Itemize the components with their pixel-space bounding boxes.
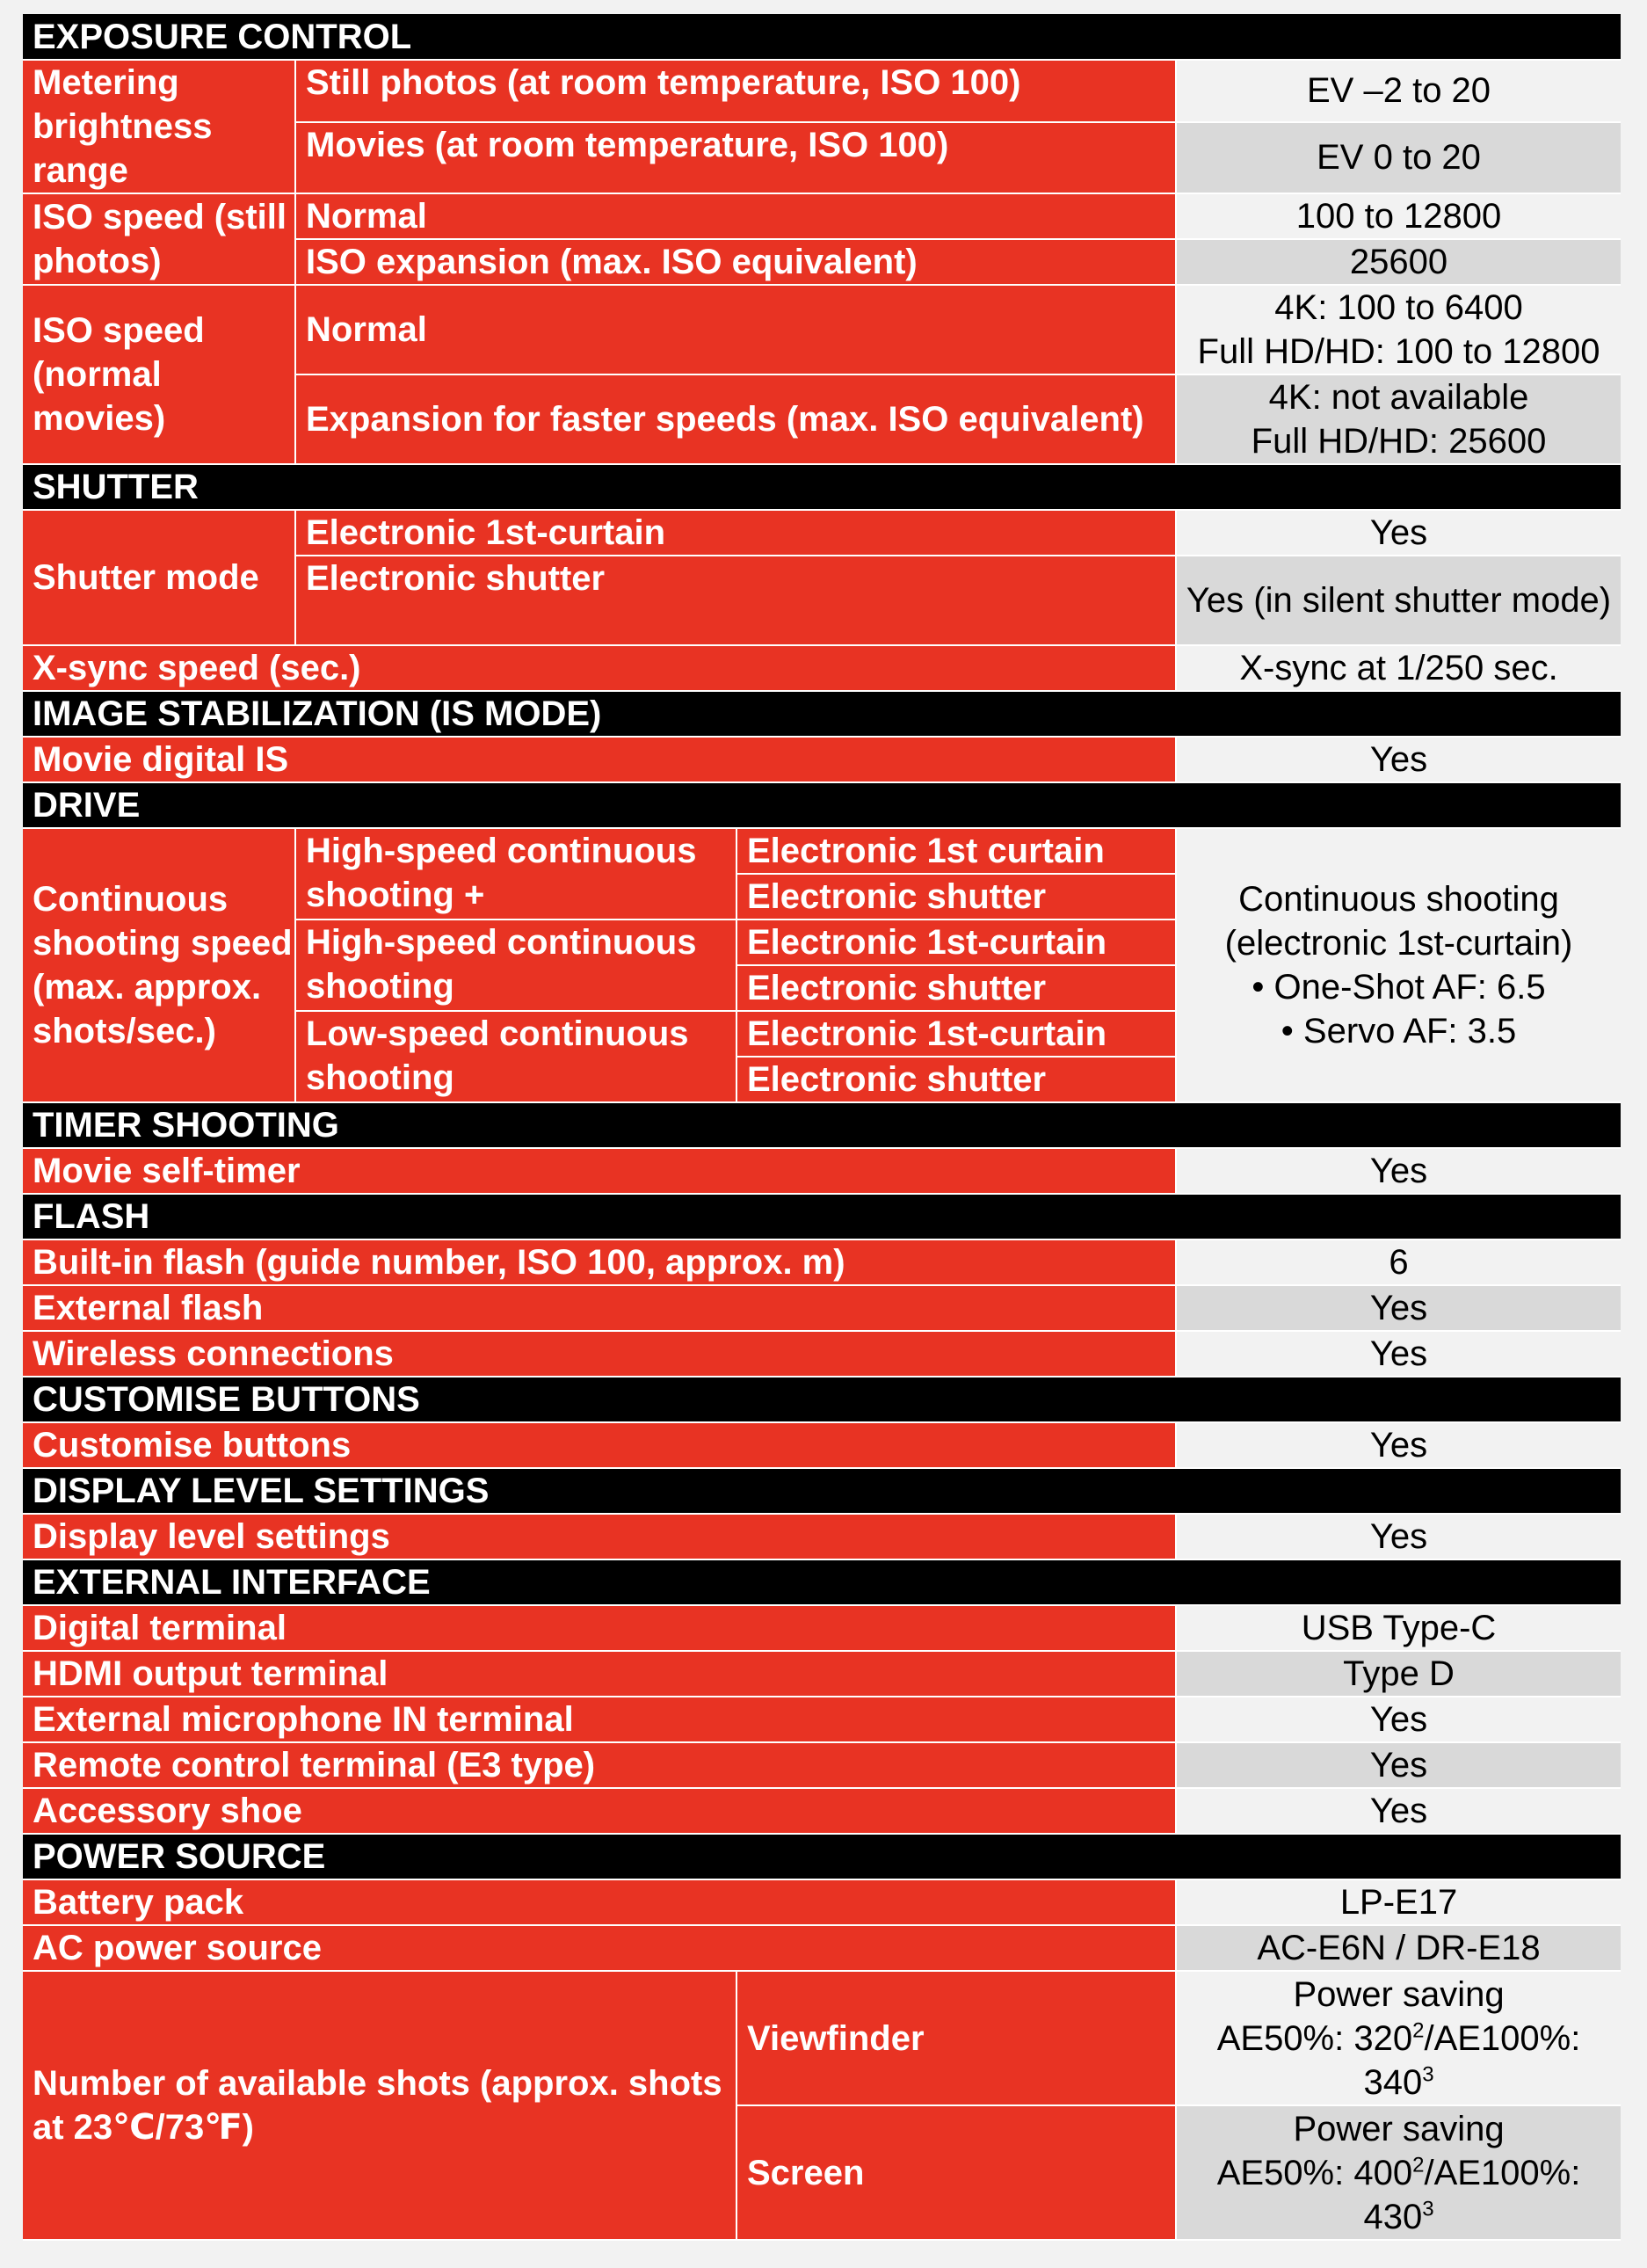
hs-plus-label: High-speed continuous shooting + (295, 828, 736, 920)
spec-sheet (23, 14, 1621, 2241)
section-heading-exposure: EXPOSURE CONTROL (23, 14, 1621, 60)
section-heading-shutter: SHUTTER (23, 464, 1621, 510)
hs-label: High-speed continuous shooting (295, 920, 736, 1011)
section-heading-interface: EXTERNAL INTERFACE (23, 1559, 1621, 1605)
screen-label: Screen (736, 2105, 1176, 2240)
screen-shots-line (1180, 2195, 1617, 2239)
remote-terminal-label: Remote control terminal (E3 type) (23, 1742, 1176, 1788)
iso-movie-normal-value (1176, 285, 1621, 374)
hs-plus-first-curtain-label: Electronic 1st curtain (736, 828, 1176, 874)
shutter-electronic-value: Yes (in silent shutter mode) (1176, 556, 1621, 645)
battery-pack-value: LP-E17 (1176, 1879, 1621, 1925)
footnote-marker: 3 (1422, 2062, 1434, 2087)
section-heading-power: POWER SOURCE (23, 1834, 1621, 1879)
continuous-speed-value-line: • Servo AF: 3.5 (1281, 1012, 1517, 1050)
spec-table (23, 14, 1621, 2241)
metering-still-value: EV –2 to 20 (1176, 60, 1621, 122)
iso-still-normal-label: Normal (295, 193, 1176, 239)
ls-first-curtain-label: Electronic 1st-curtain (736, 1011, 1176, 1057)
viewfinder-shots-line: Power saving (1293, 1974, 1505, 2014)
xsync-value: X-sync at 1/250 sec. (1176, 645, 1621, 691)
display-level-value: Yes (1176, 1514, 1621, 1559)
iso-still-expansion-label: ISO expansion (max. ISO equivalent) (295, 239, 1176, 285)
section-heading-stabilization: IMAGE STABILIZATION (IS MODE) (23, 691, 1621, 737)
customise-buttons-value: Yes (1176, 1422, 1621, 1468)
screen-ae50: AE50%: 400 (1216, 2153, 1413, 2192)
iso-movie-normal-value-line: 4K: 100 to 6400 (1274, 288, 1523, 327)
continuous-speed-value (1176, 828, 1621, 1102)
metering-range-label: Metering brightness range (23, 60, 295, 193)
continuous-speed-label: Continuous shooting speed (max. approx. shots/sec.) (23, 828, 295, 1102)
customise-buttons-label: Customise buttons (23, 1422, 1176, 1468)
section-heading-display: DISPLAY LEVEL SETTINGS (23, 1468, 1621, 1514)
iso-still-normal-value: 100 to 12800 (1176, 193, 1621, 239)
viewfinder-ae100-count: 340 (1363, 2062, 1423, 2102)
mic-terminal-value: Yes (1176, 1697, 1621, 1742)
iso-still-expansion-value: 25600 (1176, 239, 1621, 285)
movie-self-timer-value: Yes (1176, 1148, 1621, 1194)
display-level-label: Display level settings (23, 1514, 1176, 1559)
movie-is-label: Movie digital IS (23, 737, 1176, 782)
screen-shots-line (1180, 2151, 1617, 2195)
hdmi-terminal-value: Type D (1176, 1651, 1621, 1697)
accessory-shoe-label: Accessory shoe (23, 1788, 1176, 1834)
section-heading-flash: FLASH (23, 1194, 1621, 1239)
builtin-flash-label: Built-in flash (guide number, ISO 100, approx. m) (23, 1239, 1176, 1285)
ls-electronic-label: Electronic shutter (736, 1057, 1176, 1102)
iso-still-label: ISO speed (still photos) (23, 193, 295, 285)
available-shots-label: Number of available shots (approx. shots at 23℃/73℉) (23, 1971, 736, 2240)
iso-movie-normal-label: Normal (295, 285, 1176, 374)
ac-power-label: AC power source (23, 1925, 1176, 1971)
ac-power-value: AC-E6N / DR-E18 (1176, 1925, 1621, 1971)
shutter-mode-label: Shutter mode (23, 510, 295, 645)
section-heading-timer: TIMER SHOOTING (23, 1102, 1621, 1148)
digital-terminal-label: Digital terminal (23, 1605, 1176, 1651)
metering-still-label: Still photos (at room temperature, ISO 100) (295, 60, 1176, 122)
battery-pack-label: Battery pack (23, 1879, 1176, 1925)
remote-terminal-value: Yes (1176, 1742, 1621, 1788)
hdmi-terminal-label: HDMI output terminal (23, 1651, 1176, 1697)
iso-movie-expansion-value-line: Full HD/HD: 25600 (1251, 422, 1547, 461)
shutter-first-curtain-label: Electronic 1st-curtain (295, 510, 1176, 556)
accessory-shoe-value: Yes (1176, 1788, 1621, 1834)
footnote-marker: 2 (1412, 2018, 1425, 2043)
continuous-speed-value-line: • One-Shot AF: 6.5 (1252, 968, 1546, 1007)
shutter-electronic-label: Electronic shutter (295, 556, 1176, 645)
metering-movies-value: EV 0 to 20 (1176, 122, 1621, 193)
iso-movie-label: ISO speed (normal movies) (23, 285, 295, 464)
metering-movies-label: Movies (at room temperature, ISO 100) (295, 122, 1176, 193)
movie-self-timer-label: Movie self-timer (23, 1148, 1176, 1194)
wireless-connections-label: Wireless connections (23, 1331, 1176, 1377)
iso-movie-expansion-value (1176, 374, 1621, 464)
hs-electronic-label: Electronic shutter (736, 965, 1176, 1011)
footnote-marker: 2 (1412, 2153, 1425, 2177)
viewfinder-shots-line (1180, 2017, 1617, 2061)
movie-is-value: Yes (1176, 737, 1621, 782)
wireless-connections-value: Yes (1176, 1331, 1621, 1377)
viewfinder-shots-line (1180, 2061, 1617, 2104)
iso-movie-normal-value-line: Full HD/HD: 100 to 12800 (1197, 332, 1600, 371)
mic-terminal-label: External microphone IN terminal (23, 1697, 1176, 1742)
screen-ae100: /AE100%: (1424, 2153, 1581, 2192)
section-heading-drive: DRIVE (23, 782, 1621, 828)
digital-terminal-value: USB Type-C (1176, 1605, 1621, 1651)
iso-movie-expansion-label: Expansion for faster speeds (max. ISO equivalent) (295, 374, 1176, 464)
iso-movie-expansion-value-line: 4K: not available (1268, 378, 1529, 417)
continuous-speed-value-line: (electronic 1st-curtain) (1224, 924, 1573, 963)
viewfinder-ae50: AE50%: 320 (1216, 2018, 1413, 2058)
section-heading-customise: CUSTOMISE BUTTONS (23, 1377, 1621, 1422)
screen-ae100-count: 430 (1363, 2197, 1423, 2236)
xsync-label: X-sync speed (sec.) (23, 645, 1176, 691)
viewfinder-shots-value (1176, 1971, 1621, 2105)
continuous-speed-value-line: Continuous shooting (1238, 880, 1559, 919)
screen-shots-line: Power saving (1293, 2109, 1505, 2148)
hs-plus-electronic-label: Electronic shutter (736, 874, 1176, 920)
shutter-first-curtain-value: Yes (1176, 510, 1621, 556)
builtin-flash-value: 6 (1176, 1239, 1621, 1285)
viewfinder-label: Viewfinder (736, 1971, 1176, 2105)
external-flash-value: Yes (1176, 1285, 1621, 1331)
external-flash-label: External flash (23, 1285, 1176, 1331)
ls-label: Low-speed continuous shooting (295, 1011, 736, 1102)
footnote-marker: 3 (1422, 2197, 1434, 2221)
hs-first-curtain-label: Electronic 1st-curtain (736, 920, 1176, 965)
screen-shots-value (1176, 2105, 1621, 2240)
viewfinder-ae100: /AE100%: (1424, 2018, 1581, 2058)
